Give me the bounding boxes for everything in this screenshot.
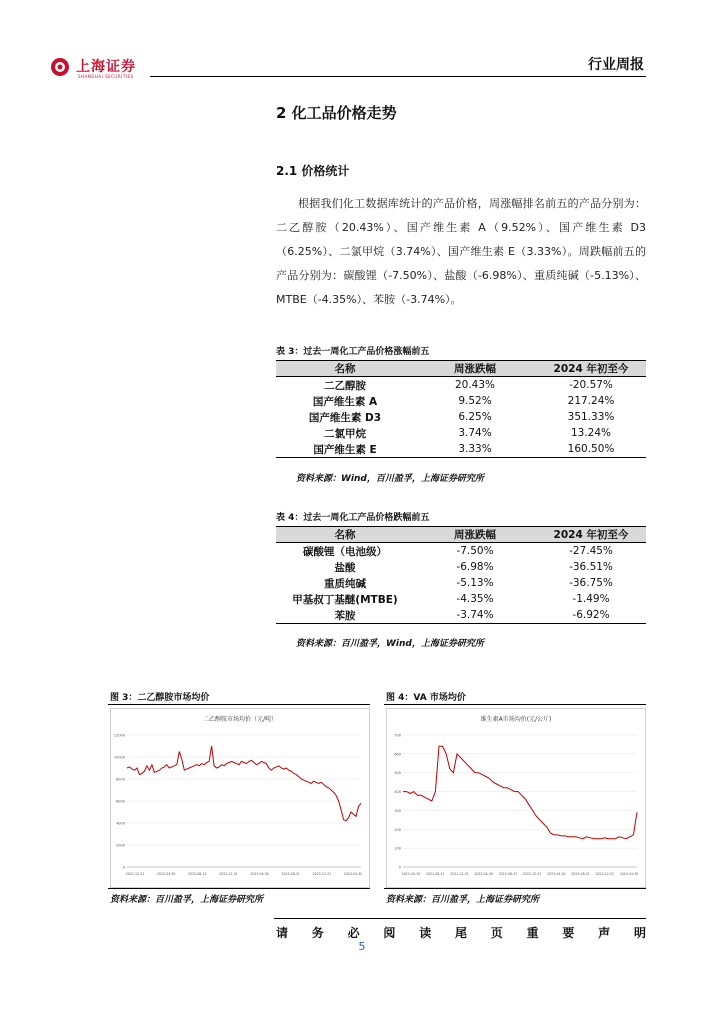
cell-name: 苯胺 (276, 607, 414, 624)
cell-ytd: -20.57% (569, 379, 613, 391)
y-tick-label: 100 (394, 846, 401, 851)
table-row (276, 377, 646, 394)
disclaimer-char: 阅 (383, 926, 396, 940)
table4 (276, 526, 646, 624)
cell-weekly: -7.50% (456, 545, 494, 557)
cell-weekly: 9.52% (458, 395, 492, 407)
table-row (276, 607, 646, 624)
disclaimer-char: 页 (490, 926, 503, 940)
cell-weekly: -5.13% (456, 577, 494, 589)
disclaimer-char: 请 (276, 926, 289, 940)
x-tick-label: 2024-04-30 (343, 872, 363, 876)
cell-weekly: 3.33% (414, 441, 536, 458)
disclaimer-char: 声 (598, 926, 611, 940)
x-tick-label: 2022-04-30 (474, 872, 493, 876)
x-tick-label: 2022-12-31 (522, 872, 542, 876)
disclaimer-char: 重 (526, 926, 539, 940)
figure3-rule (108, 704, 370, 705)
x-tick-label: 2022-04-30 (156, 872, 176, 876)
y-tick-label: 600 (394, 752, 401, 757)
column-header: 名称 (276, 361, 414, 377)
x-tick-label: 2022-12-31 (219, 872, 238, 876)
cell-name: 重质纯碱 (324, 577, 366, 590)
figure3-chart (110, 708, 370, 888)
table-row (276, 409, 646, 425)
x-tick-label: 2021-08-31 (425, 872, 445, 876)
table3-caption: 表 3：过去一周化工产品价格涨幅前五 (276, 347, 430, 357)
disclaimer-char: 务 (311, 926, 324, 940)
disclaimer-char: 要 (562, 926, 575, 940)
page-number: 5 (358, 940, 366, 953)
x-tick-label: 2023-08-31 (281, 872, 300, 876)
y-tick-label: 4000 (116, 821, 125, 826)
chart-title: 二乙醇胺市场均价（元/吨） (202, 716, 278, 723)
logo-text: 上海证券 (76, 59, 136, 75)
disclaimer-char: 明 (633, 926, 646, 940)
cell-name: 国产维生素 D3 (308, 411, 382, 424)
cell-ytd: -27.45% (569, 545, 613, 557)
column-header: 2024 年初至今 (536, 527, 646, 543)
table-row (276, 543, 646, 560)
column-header: 名称 (276, 527, 414, 543)
cell-name: 碳酸锂（电池级） (303, 545, 387, 558)
figure4-bottom-rule (384, 888, 646, 889)
y-tick-label: 700 (394, 733, 401, 738)
x-tick-label: 2023-04-30 (250, 872, 269, 876)
cell-weekly: 3.74% (458, 427, 492, 439)
cell-ytd: 217.24% (567, 395, 615, 407)
document-type: 行业周报 (588, 57, 644, 73)
logo-icon (50, 57, 70, 77)
table-row (276, 575, 646, 591)
cell-name: 二乙醇胺 (324, 379, 366, 392)
cell-weekly: -4.35% (456, 593, 494, 605)
table4-caption: 表 4：过去一周化工产品价格跌幅前五 (276, 513, 430, 523)
figure4-chart (386, 708, 646, 888)
cell-weekly: -3.74% (414, 607, 536, 624)
x-tick-label: 2021-12-31 (450, 872, 469, 876)
figure3-source: 资料来源：百川盈孚，上海证券研究所 (110, 895, 264, 905)
body-paragraph: 根据我们化工数据库统计的产品价格，周涨幅排名前五的产品分别为：二乙醇胺（20.43%）、国产维生素 A（9.52%）、国产维生素 D3（6.25%）、二氯甲烷（3.74%）、国产维生素 E（3.33%）。周跌幅前五的产品分别为：碳酸锂（-7.50%）、盐酸（-6.98%）、重质纯碱（-5.13%）、MTBE（-4.35%）、苯胺（-3.74%）。 (276, 197, 646, 306)
y-tick-label: 300 (394, 808, 401, 813)
cell-ytd: -1.49% (572, 593, 610, 605)
chart-title: 维生素A市场均价(元/公斤) (480, 716, 552, 723)
table3 (276, 360, 646, 458)
x-tick-label: 2023-04-30 (547, 872, 566, 876)
cell-ytd: -6.92% (536, 607, 646, 624)
cell-weekly: 6.25% (458, 411, 492, 423)
x-tick-label: 2022-08-31 (498, 872, 518, 876)
table3-source: 资料来源：Wind，百川盈孚，上海证券研究所 (296, 474, 484, 484)
table-header-row (276, 361, 646, 377)
y-tick-label: 10000 (113, 755, 125, 760)
x-tick-label: 2021-12-31 (125, 872, 145, 876)
column-header: 周涨跌幅 (414, 527, 536, 543)
figure3-caption: 图 3：二乙醇胺市场均价 (110, 693, 210, 703)
footer-divider (274, 918, 646, 919)
footer-disclaimer (276, 924, 646, 941)
cell-ytd: -36.51% (569, 561, 613, 573)
section-title: 2 化工品价格走势 (276, 104, 397, 122)
y-tick-label: 2000 (116, 843, 125, 848)
cell-ytd: 351.33% (567, 411, 615, 423)
y-tick-label: 200 (394, 827, 401, 832)
table4-source: 资料来源：百川盈孚，Wind，上海证券研究所 (296, 639, 484, 649)
table-row (276, 441, 646, 458)
x-tick-label: 2023-12-31 (312, 872, 332, 876)
cell-weekly: -6.98% (456, 561, 494, 573)
column-header: 2024 年初至今 (536, 361, 646, 377)
disclaimer-char: 尾 (454, 926, 467, 940)
figure4-rule (384, 704, 646, 705)
logo-subtext: SHANGHAI SECURITIES (78, 74, 134, 79)
header-divider (150, 76, 646, 77)
y-tick-label: 400 (394, 790, 401, 795)
cell-name: 二氯甲烷 (324, 427, 366, 440)
x-tick-label: 2021-04-30 (401, 872, 421, 876)
y-tick-label: 6000 (116, 799, 125, 804)
table-row (276, 591, 646, 607)
y-tick-label: 0 (398, 865, 401, 870)
disclaimer-char: 必 (347, 926, 360, 940)
cell-ytd: -36.75% (569, 577, 613, 589)
cell-name: 盐酸 (334, 561, 356, 574)
cell-ytd: 160.50% (536, 441, 646, 458)
y-tick-label: 0 (122, 865, 125, 870)
cell-name: 国产维生素 A (312, 395, 378, 408)
table-row (276, 559, 646, 575)
x-tick-label: 2022-08-31 (188, 872, 207, 876)
y-tick-label: 500 (394, 771, 401, 776)
series-line (403, 746, 637, 838)
figure4-source: 资料来源：百川盈孚，上海证券研究所 (386, 895, 540, 905)
cell-name: 国产维生素 E (276, 441, 414, 458)
cell-name: 甲基叔丁基醚(MTBE) (292, 593, 398, 606)
subsection-title: 2.1 价格统计 (276, 164, 350, 178)
y-tick-label: 8000 (116, 777, 125, 782)
figure3-bottom-rule (108, 888, 370, 889)
cell-ytd: 13.24% (570, 427, 612, 439)
table-row (276, 393, 646, 409)
x-tick-label: 2023-12-31 (595, 872, 615, 876)
column-header: 周涨跌幅 (414, 361, 536, 377)
table-row (276, 425, 646, 441)
figure4-caption: 图 4：VA 市场均价 (386, 693, 466, 703)
x-tick-label: 2024-04-30 (619, 872, 639, 876)
cell-weekly: 20.43% (454, 379, 496, 391)
y-tick-label: 12000 (113, 733, 125, 738)
x-tick-label: 2023-08-31 (571, 872, 590, 876)
disclaimer-char: 读 (419, 926, 432, 940)
table-header-row (276, 527, 646, 543)
